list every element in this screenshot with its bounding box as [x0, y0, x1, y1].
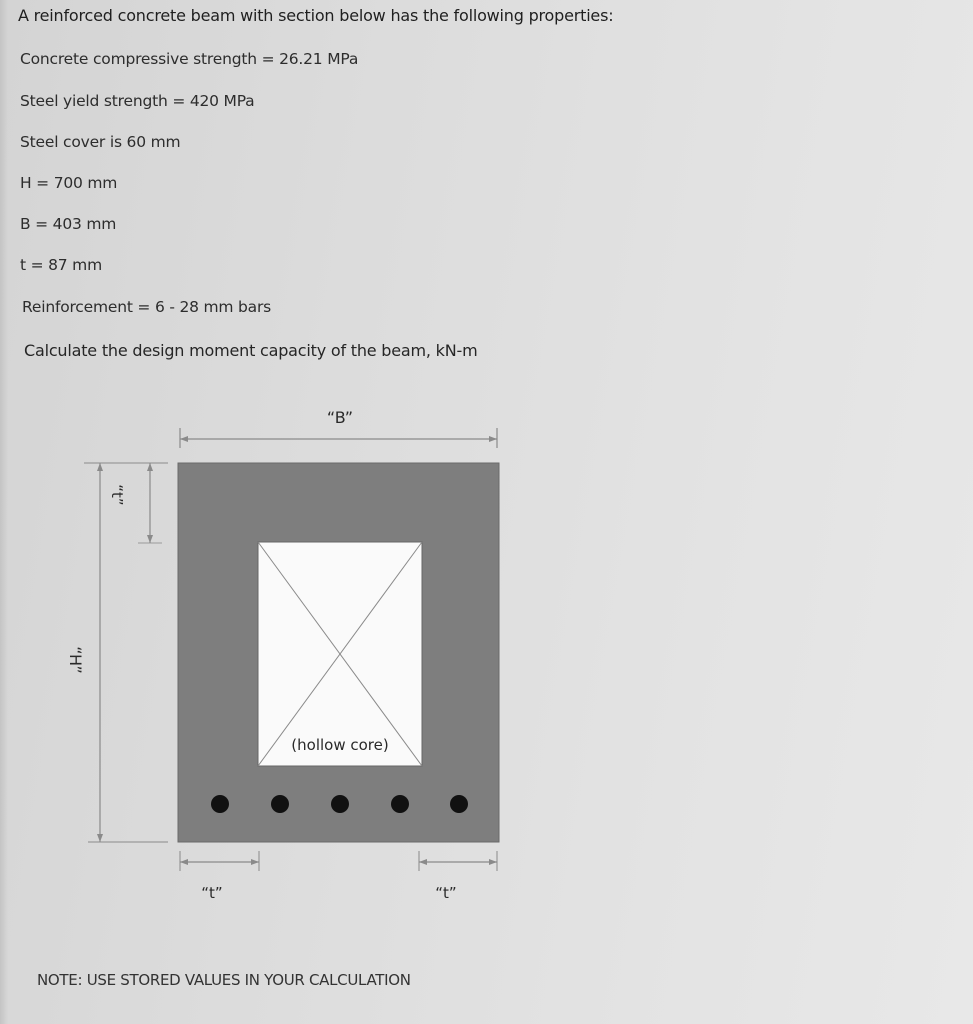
- property-concrete-strength: Concrete compressive strength = 26.21 MPa: [20, 50, 359, 68]
- label-h: “H”: [66, 646, 85, 674]
- problem-question: Calculate the design moment capacity of the beam, kN-m: [24, 341, 478, 360]
- rebar: [391, 795, 409, 813]
- label-t-left: “t”: [201, 884, 223, 902]
- property-thickness: t = 87 mm: [20, 256, 102, 274]
- hollow-core-label: (hollow core): [291, 736, 389, 754]
- problem-intro: A reinforced concrete beam with section below has the following properties:: [18, 6, 614, 25]
- property-reinforcement: Reinforcement = 6 - 28 mm bars: [22, 298, 272, 316]
- note-text: NOTE: USE STORED VALUES IN YOUR CALCULATION: [37, 971, 411, 989]
- dimension-t-right: [419, 851, 497, 871]
- property-steel-cover: Steel cover is 60 mm: [20, 133, 181, 151]
- rebar: [331, 795, 349, 813]
- label-t-top: “t”: [108, 484, 126, 506]
- dimension-t-top: [138, 463, 162, 543]
- rebar: [211, 795, 229, 813]
- property-steel-yield: Steel yield strength = 420 MPa: [20, 92, 255, 110]
- rebar: [450, 795, 468, 813]
- rebar: [271, 795, 289, 813]
- label-t-right: “t”: [435, 884, 457, 902]
- dimension-b: [180, 428, 497, 448]
- dimension-t-left: [180, 851, 259, 871]
- property-height: H = 700 mm: [20, 174, 118, 192]
- dimension-h: [84, 463, 168, 842]
- label-b: “B”: [326, 408, 354, 427]
- property-width: B = 403 mm: [20, 215, 117, 233]
